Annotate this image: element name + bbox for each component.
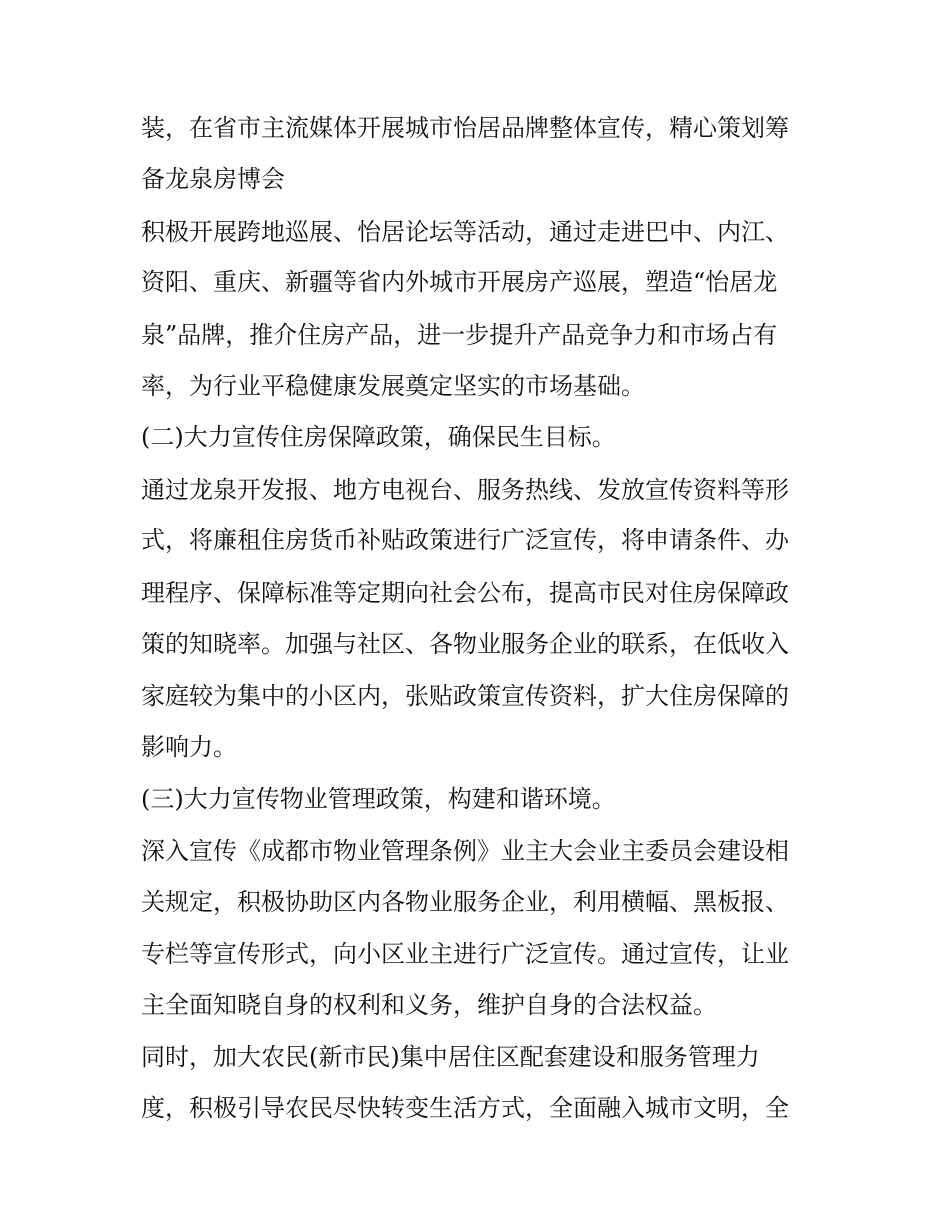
- text-line: 通过龙泉开发报、地方电视台、服务热线、发放宣传资料等形: [141, 476, 789, 504]
- text-line: 积极开展跨地巡展、怡居论坛等活动，通过走进巴中、内江、: [141, 218, 789, 246]
- text-line: 备龙泉房博会: [141, 165, 285, 193]
- text-line: 资阳、重庆、新疆等省内外城市开展房产巡展，塑造“怡居龙: [141, 268, 778, 296]
- text-line: 关规定，积极协助区内各物业服务企业，利用横幅、黑板报、: [141, 888, 789, 916]
- text-line: 专栏等宣传形式，向小区业主进行广泛宣传。通过宣传，让业: [141, 940, 789, 968]
- text-line: 影响力。: [141, 733, 237, 761]
- text-line: 深入宣传《成都市物业管理条例》业主大会业主委员会建设相: [141, 837, 789, 865]
- text-line: 策的知晓率。加强与社区、各物业服务企业的联系，在低收入: [141, 630, 789, 658]
- text-line: 式，将廉租住房货币补贴政策进行广泛宣传，将申请条件、办: [141, 526, 789, 554]
- text-line: 度，积极引导农民尽快转变生活方式，全面融入城市文明，全: [141, 1094, 789, 1122]
- text-line: 同时，加大农民(新市民)集中居住区配套建设和服务管理力: [141, 1043, 760, 1071]
- text-line: 家庭较为集中的小区内，张贴政策宣传资料，扩大住房保障的: [141, 682, 789, 710]
- section-heading: (三)大力宣传物业管理政策，构建和谐环境。: [141, 785, 616, 813]
- text-line: 装，在省市主流媒体开展城市怡居品牌整体宣传，精心策划筹: [141, 114, 789, 142]
- section-heading: (二)大力宣传住房保障政策，确保民生目标。: [141, 423, 616, 451]
- text-line: 泉”品牌，推介住房产品，进一步提升产品竞争力和市场占有: [141, 321, 778, 349]
- text-line: 率，为行业平稳健康发展奠定坚实的市场基础。: [141, 372, 645, 400]
- text-line: 理程序、保障标准等定期向社会公布，提高市民对住房保障政: [141, 579, 789, 607]
- text-line: 主全面知晓自身的权利和义务，维护自身的合法权益。: [141, 991, 717, 1019]
